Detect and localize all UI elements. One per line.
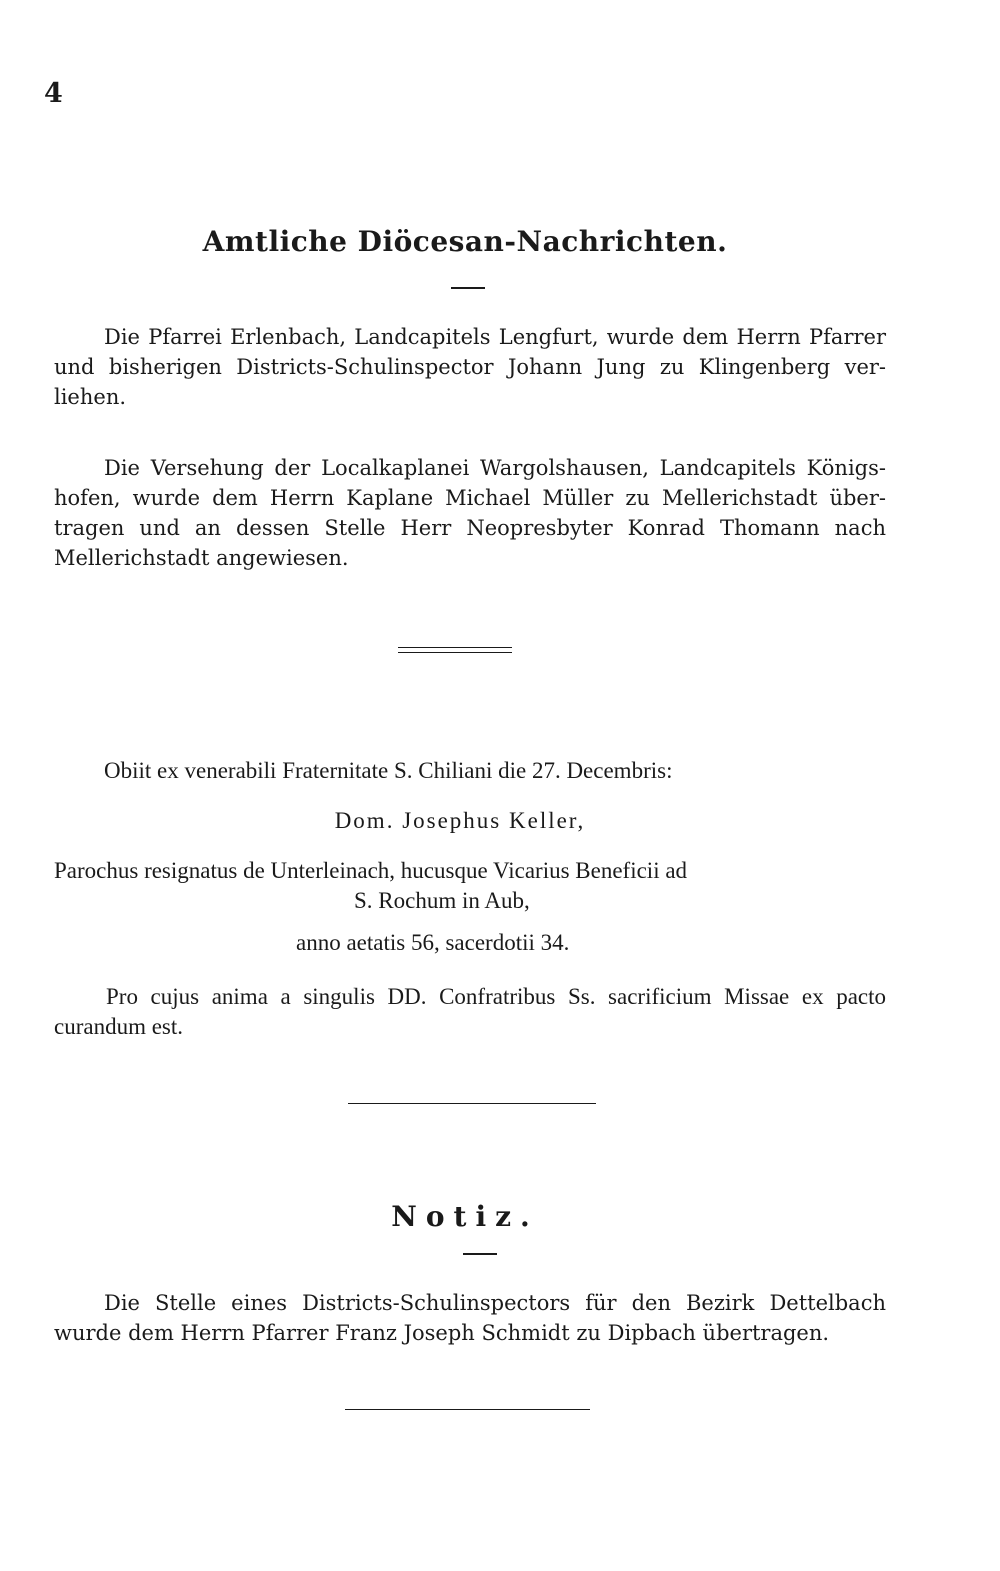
obituary-prayer: Pro cujus anima a singulis DD. Confratribus Ss. sacrificium Missae ex pacto curandum est. [54,984,886,1039]
obituary-age: anno aetatis 56, sacerdotii 34. [296,930,570,955]
page-number: 4 [44,78,63,109]
section-divider-double [398,647,512,653]
section-heading-diocesan-news: Amtliche Diöcesan-Nachrichten. [202,225,728,258]
section-heading-notice: Notiz. [391,1200,539,1233]
obituary-intro: Obiit ex venerabili Fraternitate S. Chiliani die 27. Decembris: [104,758,673,783]
obituary-description-line2: S. Rochum in Aub, [354,888,530,913]
notice-paragraph: Die Stelle eines Districts-Schulinspectors für den Bezirk Dettelbach wurde dem Herrn Pfarrer Franz Joseph Schmidt zu Dipbach übertragen. [54,1291,886,1345]
section-divider-obituary [348,1103,596,1104]
closing-divider [345,1409,590,1410]
notice-heading-divider [463,1253,497,1255]
obituary-name: Dom. Josephus Keller, [334,808,586,833]
obituary-description [54,856,886,916]
obituary-description-line1: Parochus resignatus de Unterleinach, hucusque Vicarius Beneficii ad [54,858,688,883]
heading-divider [451,287,485,289]
appointment-paragraph-erlenbach: Die Pfarrei Erlenbach, Landcapitels Lengfurt, wurde dem Herrn Pfarrer und bisherigen Districts-Schulinspector Johann Jung zu Klingenberg ver-liehen. [54,325,886,409]
appointment-paragraph-wargolshausen: Die Versehung der Localkaplanei Wargolshausen, Landcapitels Königs-hofen, wurde dem Herrn Kaplane Michael Müller zu Mellerichstadt über-tragen und an dessen Stelle Herr Neopresbyter Konrad Thomann nach Mellerichstadt angewiesen. [54,456,886,570]
